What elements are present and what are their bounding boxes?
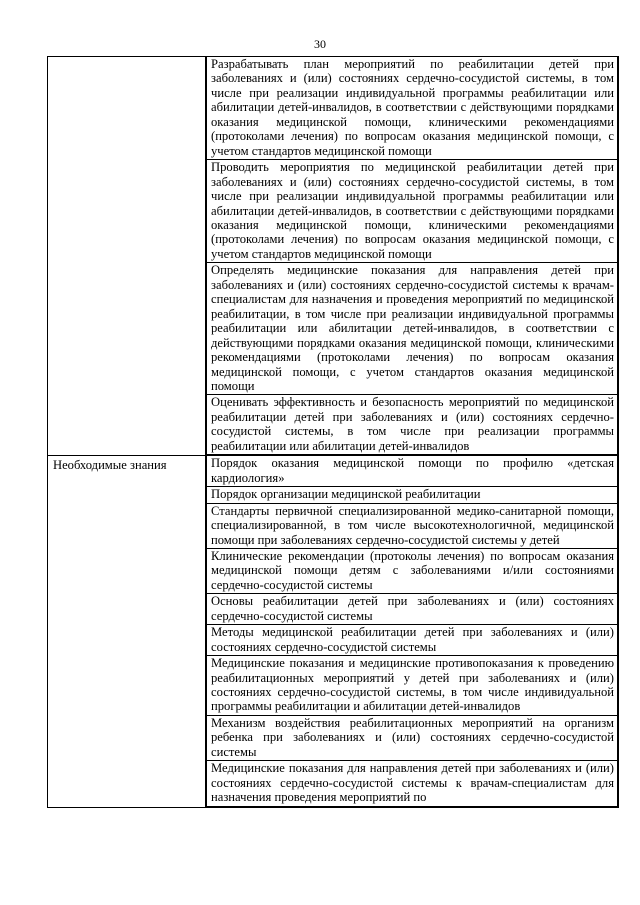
skills-list xyxy=(206,57,618,455)
list-item: Стандарты первичной специализированной медико-санитарной помощи, специализированной, в том числе высокотехнологичной, медицинской помощи при заболеваниях сердечно-сосудистой системы у детей xyxy=(207,503,618,548)
section-label xyxy=(48,57,206,456)
list-item: Основы реабилитации детей при заболеваниях и (или) состояниях сердечно-сосудистой системы xyxy=(207,594,618,625)
requirements-table xyxy=(47,56,619,808)
list-item: Порядок организации медицинской реабилитации xyxy=(207,487,618,503)
section-label: Необходимые знания xyxy=(48,456,206,807)
list-item: Порядок оказания медицинской помощи по профилю «детская кардиология» xyxy=(207,456,618,486)
list-item: Разрабатывать план мероприятий по реабилитации детей при заболеваниях и (или) состояниях сердечно-сосудистой системы, в том числе при реализации индивидуальной программы реабилитации или абилитации детей-инвалидов, в соответствии с действующими порядками оказания медицинской помощи, клиническими рекомендациями (протоколами лечения) по вопросам оказания медицинской помощи, с учетом стандартов медицинской помощи xyxy=(207,57,618,160)
list-item: Методы медицинской реабилитации детей при заболеваниях и (или) состояниях сердечно-сосудистой системы xyxy=(207,625,618,656)
list-item: Оценивать эффективность и безопасность мероприятий по медицинской реабилитации детей при заболеваниях и (или) состояниях сердечно-сосудистой системы, в том числе при реализации программы реабилитации или абилитации детей-инвалидов xyxy=(207,395,618,455)
list-item: Определять медицинские показания для направления детей при заболеваниях и (или) состояниях сердечно-сосудистой системы к врачам-специалистам для назначения и проведения мероприятий по медицинской реабилитации, в том числе при реализации индивидуальной программы реабилитации или абилитации детей-инвалидов, в соответствии с действующими порядками оказания медицинской помощи, клиническими рекомендациями (протоколами лечения) по вопросам оказания медицинской помощи, с учетом стандартов оказания медицинской помощи xyxy=(207,263,618,395)
list-item: Медицинские показания и медицинские противопоказания к проведению реабилитационных мероприятий у детей при заболеваниях и (или) состояниях сердечно-сосудистой системы, в том числе индивидуальной программы реабилитации и абилитации детей-инвалидов xyxy=(207,656,618,716)
knowledge-list xyxy=(206,456,618,806)
page-number: 30 xyxy=(314,37,326,51)
list-item: Медицинские показания для направления детей при заболеваниях и (или) состояниях сердечно-сосудистой системы к врачам-специалистам для назначения проведения мероприятий по xyxy=(207,761,618,806)
list-item: Механизм воздействия реабилитационных мероприятий на организм ребенка при заболеваниях и (или) состояниях сердечно-сосудистой системы xyxy=(207,715,618,760)
list-item: Клинические рекомендации (протоколы лечения) по вопросам оказания медицинской помощи детям с заболеваниями и/или состояниями сердечно-сосудистой системы xyxy=(207,548,618,593)
section-row-skills xyxy=(48,57,619,456)
list-item: Проводить мероприятия по медицинской реабилитации детей при заболеваниях и (или) состояниях сердечно-сосудистой системы, в том числе при реализации индивидуальной программы реабилитации или абилитации детей-инвалидов, в соответствии с действующими порядками оказания медицинской помощи, клиническими рекомендациями (протоколами лечения) по вопросам оказания медицинской помощи, с учетом стандартов медицинской помощи xyxy=(207,160,618,263)
section-row-knowledge xyxy=(48,456,619,807)
